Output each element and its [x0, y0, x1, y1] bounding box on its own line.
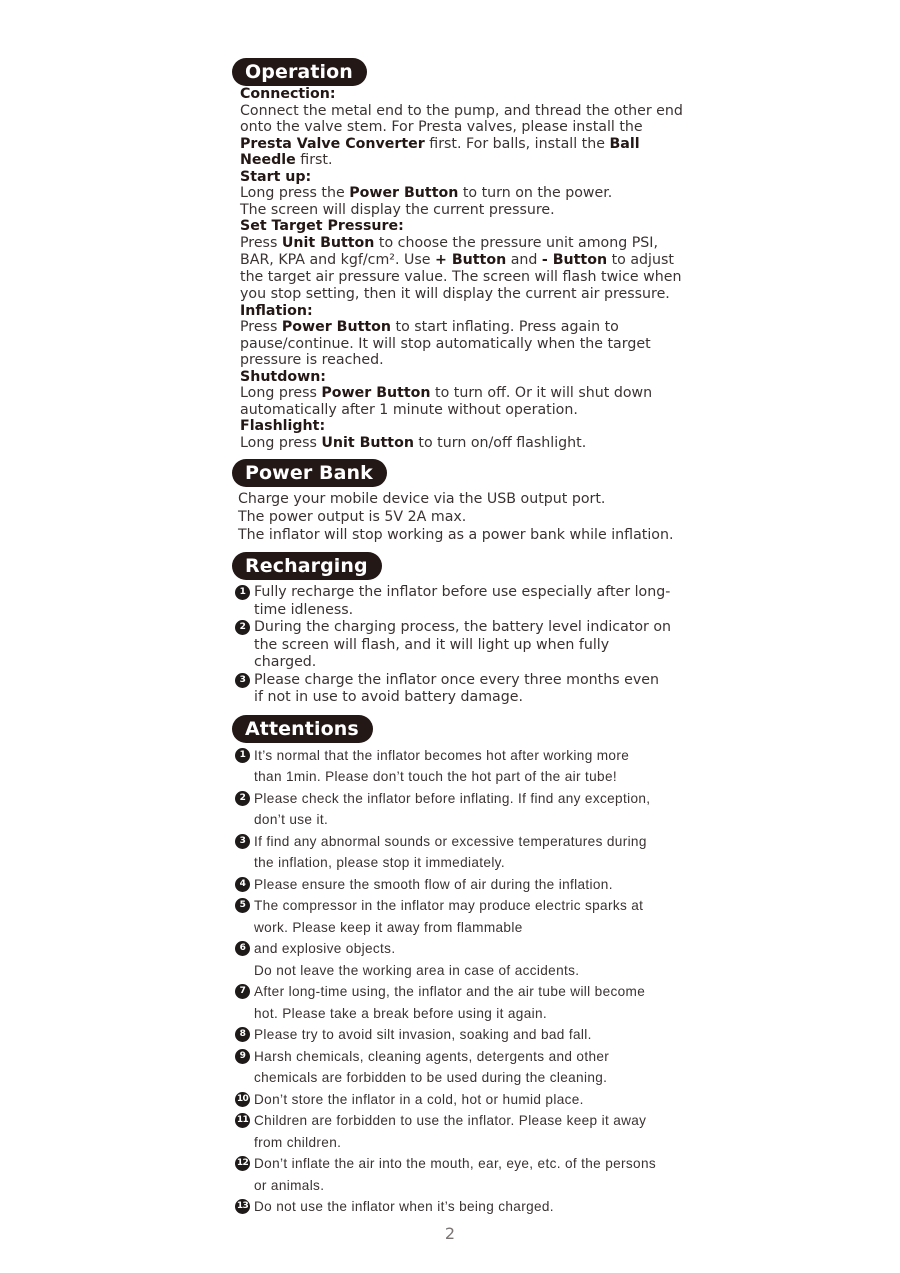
target-text: Press Unit Button to choose the pressure unit among PSI, BAR, KPA and kgf/cm². Use + Button and - Button to adjust the target air pressure value. The screen will flash twice when you stop setting, then it will display the current air pressure.	[240, 234, 682, 302]
list-item: 5 The compressor in the inflator may produce electric sparks at work. Please keep it away from flammable	[232, 895, 657, 938]
list-item: 3 Please charge the inflator once every three months even if not in use to avoid battery damage.	[232, 672, 672, 707]
power-bank-body	[238, 490, 692, 544]
recharging-list	[232, 584, 672, 707]
recharging-heading: Recharging	[232, 552, 382, 580]
list-item: 9 Harsh chemicals, cleaning agents, detergents and other chemicals are forbidden to be used during the cleaning.	[232, 1046, 657, 1089]
number-badge-icon: 3	[235, 834, 250, 849]
list-item-continuation: Do not leave the working area in case of accidents.	[254, 962, 580, 978]
number-badge-icon: 11	[235, 1113, 250, 1128]
operation-body	[240, 86, 685, 451]
list-item: 11 Children are forbidden to use the inflator. Please keep it away from children.	[236, 1113, 647, 1150]
list-item: 4 Please ensure the smooth flow of air during the inflation.	[232, 874, 657, 896]
number-badge-icon: 7	[235, 984, 250, 999]
power-bank-heading: Power Bank	[232, 459, 387, 487]
target-heading: Set Target Pressure:	[240, 218, 404, 234]
attentions-list	[232, 745, 657, 1218]
number-badge-icon: 6	[235, 941, 250, 956]
number-badge-icon: 10	[235, 1092, 250, 1107]
list-item: 3 If find any abnormal sounds or excessive temperatures during the inflation, please stop it immediately.	[232, 831, 657, 874]
manual-page	[232, 58, 692, 1218]
power-bank-line: The power output is 5V 2A max.	[238, 509, 467, 525]
attentions-section	[232, 715, 692, 1218]
connection-text: Connect the metal end to the pump, and thread the other end onto the valve stem. For Presta valves, please install the Presta Valve Converter first. For balls, install the Ball Needle first.	[240, 102, 683, 168]
number-badge-icon: 8	[235, 1027, 250, 1042]
connection-heading: Connection:	[240, 86, 336, 102]
list-item: 1 It’s normal that the inflator becomes hot after working more than 1min. Please don’t touch the hot part of the air tube!	[232, 745, 657, 788]
power-bank-line: Charge your mobile device via the USB output port.	[238, 491, 606, 507]
number-badge-icon: 12	[235, 1156, 250, 1171]
startup-text: Long press the Power Button to turn on the power. The screen will display the current pressure.	[240, 185, 613, 218]
number-badge-icon: 13	[235, 1199, 250, 1214]
attentions-heading: Attentions	[232, 715, 373, 743]
number-badge-icon: 4	[235, 877, 250, 892]
list-item: 8 Please try to avoid silt invasion, soaking and bad fall.	[232, 1024, 657, 1046]
flashlight-text: Long press Unit Button to turn on/off flashlight.	[240, 434, 587, 451]
number-badge-icon: 5	[235, 898, 250, 913]
list-item: 10 Don’t store the inflator in a cold, hot or humid place.	[236, 1091, 584, 1107]
list-item: 7 After long-time using, the inflator and the air tube will become hot. Please take a break before using it again.	[232, 981, 657, 1024]
number-badge-icon: 1	[235, 748, 250, 763]
number-badge-icon: 3	[235, 673, 250, 688]
recharging-section	[232, 552, 692, 707]
list-item: 6 and explosive objects.	[232, 938, 657, 960]
list-item: 2 During the charging process, the battery level indicator on the screen will flash, and it will light up when fully charged.	[232, 619, 672, 672]
list-item: 2 Please check the inflator before inflating. If find any exception, don’t use it.	[232, 788, 657, 831]
page-number: 2	[444, 1224, 456, 1243]
flashlight-heading: Flashlight:	[240, 418, 326, 434]
number-badge-icon: 2	[235, 791, 250, 806]
operation-heading: Operation	[232, 58, 367, 86]
inflation-text: Press Power Button to start inflating. Press again to pause/continue. It will stop automatically when the target pressure is reached.	[240, 319, 651, 368]
list-item: 1 Fully recharge the inflator before use especially after long-time idleness.	[232, 584, 672, 619]
shutdown-text: Long press Power Button to turn off. Or it will shut down automatically after 1 minute without operation.	[240, 385, 653, 418]
startup-heading: Start up:	[240, 168, 312, 185]
number-badge-icon: 9	[235, 1049, 250, 1064]
list-item: 13 Do not use the inflator when it’s being charged.	[236, 1199, 554, 1214]
number-badge-icon: 2	[235, 620, 250, 635]
power-bank-section	[232, 459, 692, 544]
number-badge-icon: 1	[235, 585, 250, 600]
operation-section	[232, 58, 692, 451]
inflation-heading: Inflation:	[240, 302, 313, 319]
shutdown-heading: Shutdown:	[240, 368, 326, 385]
power-bank-line: The inflator will stop working as a power bank while inflation.	[238, 527, 674, 543]
list-item: 12 Don’t inflate the air into the mouth, ear, eye, etc. of the persons or animals.	[236, 1156, 657, 1193]
